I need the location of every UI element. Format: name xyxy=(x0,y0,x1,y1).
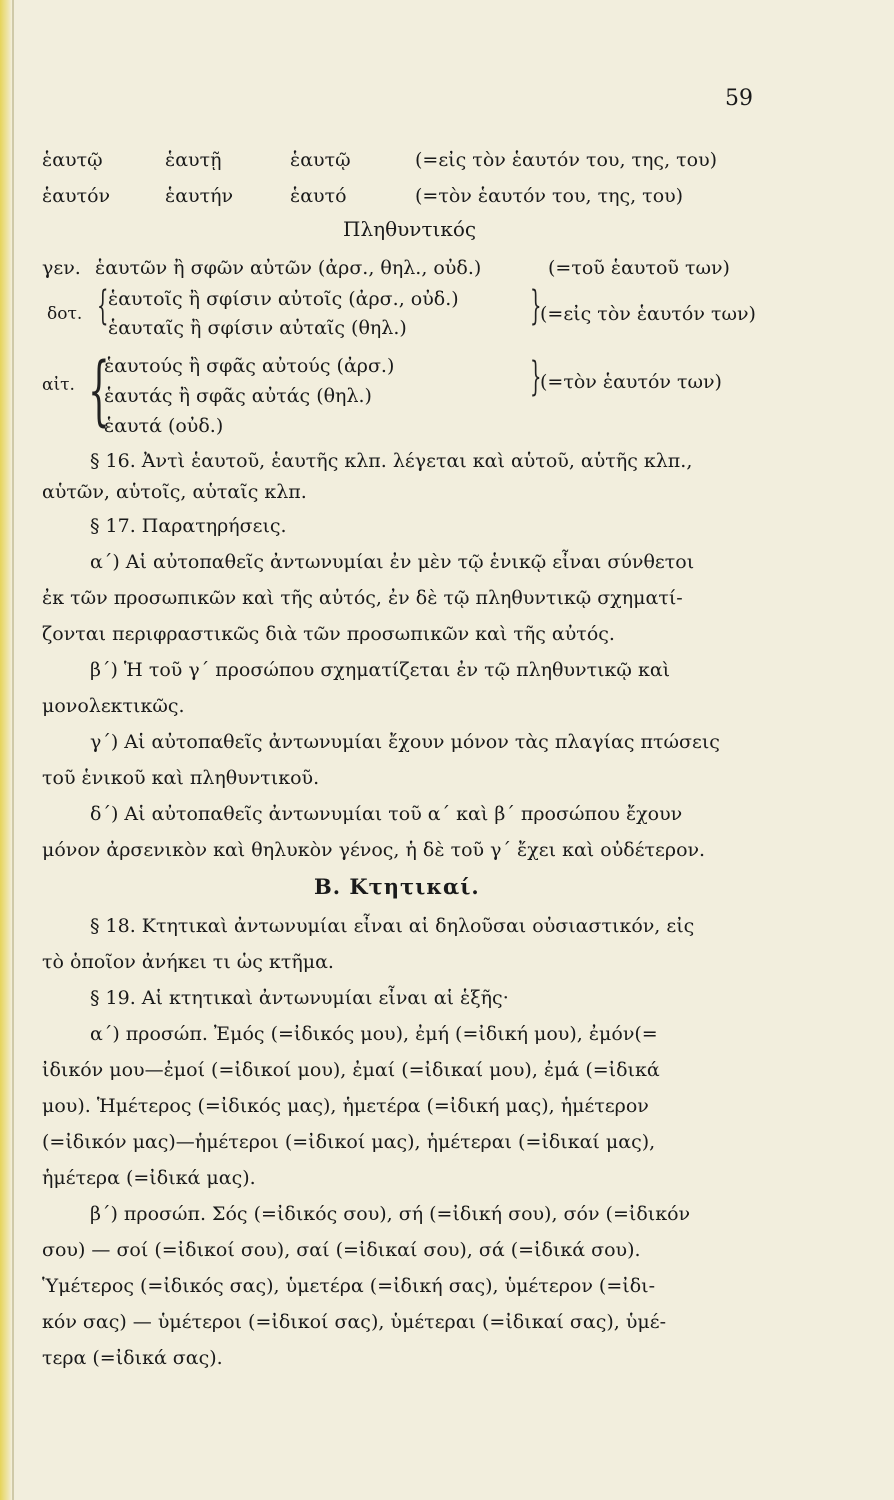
paragraph-line: τερα (=ἰδικά σας). xyxy=(42,1347,223,1369)
paragraph-line: § 19. Αἱ κτητικαὶ ἀντωνυμίαι εἶναι αἱ ἑξῆς· xyxy=(90,987,509,1009)
paragraph-line: μονολεκτικῶς. xyxy=(42,695,185,717)
paragraph-line: β΄) προσώπ. Σός (=ἰδικός σου), σή (=ἰδική σου), σόν (=ἰδικόν xyxy=(90,1203,691,1225)
paragraph-line: Ὑμέτερος (=ἰδικός σας), ὑμετέρα (=ἰδική σας), ὑμέτερον (=ἰδι- xyxy=(42,1275,656,1297)
section-heading: Β. Κτητικαί. xyxy=(314,874,480,899)
case-label: γεν. xyxy=(42,257,81,279)
paragraph-line: ἐκ τῶν προσωπικῶν καὶ τῆς αὐτός, ἐν δὲ τῷ πληθυντικῷ σχηματί- xyxy=(42,587,683,609)
paragraph-line: ἰδικόν μου—ἐμοί (=ἰδικοί μου), ἐμαί (=ἰδικαί μου), ἐμά (=ἰδικά xyxy=(42,1059,660,1081)
brace-icon: { xyxy=(88,345,110,434)
paragraph-line: § 18. Κτητικαὶ ἀντωνυμίαι εἶναι αἱ δηλοῦσαι οὐσιαστικόν, εἰς xyxy=(90,915,695,937)
brace-icon: } xyxy=(530,354,542,400)
case-gloss: (=τοῦ ἑαυτοῦ των) xyxy=(548,257,730,279)
paragraph-line: τοῦ ἑνικοῦ καὶ πληθυντικοῦ. xyxy=(42,767,320,789)
paragraph-line: δ΄) Αἱ αὐτοπαθεῖς ἀντωνυμίαι τοῦ α΄ καὶ β΄ προσώπου ἔχουν xyxy=(90,803,683,825)
table-cell: ἑαυτῇ xyxy=(165,149,222,171)
paragraph-line: ζονται περιφραστικῶς διὰ τῶν προσωπικῶν καὶ τῆς αὐτός. xyxy=(42,623,615,645)
case-label: δοτ. xyxy=(47,304,83,324)
page-number: 59 xyxy=(725,86,753,111)
paragraph-line: μόνον ἀρσενικὸν καὶ θηλυκὸν γένος, ἡ δὲ τοῦ γ΄ ἔχει καὶ οὐδέτερον. xyxy=(42,839,706,861)
paragraph-line: μου). Ἡμέτερος (=ἰδικός μας), ἡμετέρα (=ἰδική μας), ἡμέτερον xyxy=(42,1095,649,1117)
case-form: ἑαυτοῖς ἢ σφίσιν αὐτοῖς (ἀρσ., οὐδ.) xyxy=(108,288,459,310)
paragraph-line: γ΄) Αἱ αὐτοπαθεῖς ἀντωνυμίαι ἔχουν μόνον τὰς πλαγίας πτώσεις xyxy=(90,731,720,753)
table-cell: ἑαυτῷ xyxy=(42,149,103,171)
paragraph-line: κόν σας) — ὑμέτεροι (=ἰδικοί σας), ὑμέτεραι (=ἰδικαί σας), ὑμέ- xyxy=(42,1311,666,1333)
paragraph-line: α΄) Αἱ αὐτοπαθεῖς ἀντωνυμίαι ἐν μὲν τῷ ἑνικῷ εἶναι σύνθετοι xyxy=(90,551,695,573)
paragraph-line: ἡμέτερα (=ἰδικά μας). xyxy=(42,1167,256,1189)
case-form: ἑαυτάς ἢ σφᾶς αὐτάς (θηλ.) xyxy=(104,385,372,407)
case-form: ἑαυταῖς ἢ σφίσιν αὐταῖς (θηλ.) xyxy=(108,317,407,339)
case-gloss: (=τὸν ἑαυτόν των) xyxy=(540,371,722,393)
paragraph-line: β΄) Ἡ τοῦ γ΄ προσώπου σχηματίζεται ἐν τῷ πληθυντικῷ καὶ xyxy=(90,659,671,681)
table-cell-gloss: (=τὸν ἑαυτόν του, της, του) xyxy=(415,185,684,207)
plural-heading: Πληθυντικός xyxy=(343,217,477,241)
table-cell: ἑαυτῷ xyxy=(290,149,351,171)
brace-icon: { xyxy=(97,283,109,329)
paragraph-line: (=ἰδικόν μας)—ἡμέτεροι (=ἰδικοί μας), ἡμέτεραι (=ἰδικαί μας), xyxy=(42,1131,656,1153)
table-cell: ἑαυτό xyxy=(290,185,347,207)
paragraph-line: αὑτῶν, αὑτοῖς, αὑταῖς κλπ. xyxy=(42,481,307,503)
case-form: ἑαυτῶν ἢ σφῶν αὐτῶν (ἀρσ., θηλ., οὐδ.) xyxy=(95,257,482,279)
brace-icon: } xyxy=(530,283,542,329)
case-form: ἑαυτούς ἢ σφᾶς αὐτούς (ἀρσ.) xyxy=(104,355,395,377)
paragraph-line: α΄) προσώπ. Ἐμός (=ἰδικός μου), ἐμή (=ἰδική μου), ἐμόν(= xyxy=(90,1023,658,1045)
section-title: § 17. Παρατηρήσεις. xyxy=(90,515,287,537)
table-cell: ἑαυτόν xyxy=(42,185,111,207)
paragraph-line: τὸ ὁποῖον ἀνήκει τι ὡς κτῆμα. xyxy=(42,951,334,973)
case-label: αἰτ. xyxy=(42,375,75,395)
paragraph-line: σου) — σοί (=ἰδικοί σου), σαί (=ἰδικαί σου), σά (=ἰδικά σου). xyxy=(42,1239,641,1261)
table-cell-gloss: (=εἰς τὸν ἑαυτόν του, της, του) xyxy=(415,149,718,171)
case-form: ἑαυτά (οὐδ.) xyxy=(104,415,224,437)
case-gloss: (=εἰς τὸν ἑαυτόν των) xyxy=(540,303,756,325)
binding-line xyxy=(12,0,14,1500)
page-edge xyxy=(0,0,12,1500)
table-cell: ἑαυτήν xyxy=(165,185,234,207)
paragraph-line: § 16. Ἀντὶ ἑαυτοῦ, ἑαυτῆς κλπ. λέγεται καὶ αὑτοῦ, αὑτῆς κλπ., xyxy=(90,450,693,472)
